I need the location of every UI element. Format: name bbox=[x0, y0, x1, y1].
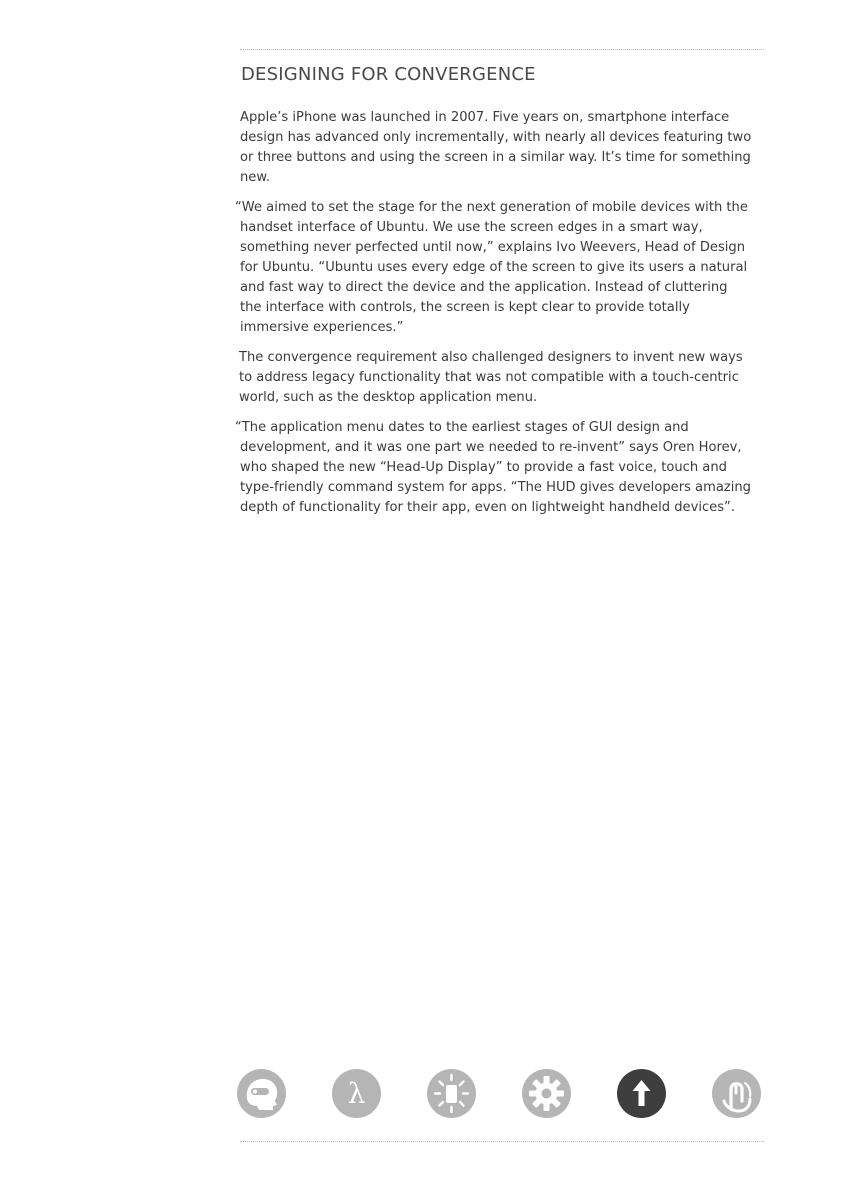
article-body bbox=[232, 108, 752, 528]
paragraph: “The application menu dates to the earliest stages of GUI design and development, and it was one part we needed to re-invent” says Oren Horev, who shaped the new “Head-Up Display” to provide a fast voice, touch and type-friendly command system for apps. “The HUD gives developers amazing depth of functionality for their app, even on lightweight handheld devices”. bbox=[235, 420, 751, 515]
phone-light-icon bbox=[427, 1069, 476, 1118]
page-title: DESIGNING FOR CONVERGENCE bbox=[241, 64, 536, 85]
gear-icon bbox=[522, 1069, 571, 1118]
top-divider bbox=[240, 49, 764, 50]
footer-icon-row bbox=[237, 1069, 761, 1119]
lambda-icon bbox=[332, 1069, 381, 1118]
paragraph: The convergence requirement also challenged designers to invent new ways to address legacy functionality that was not compatible with a touch-centric world, such as the desktop application menu. bbox=[239, 350, 743, 405]
bottom-divider bbox=[240, 1141, 764, 1142]
svg-text:λ: λ bbox=[347, 1077, 366, 1110]
paragraph: “We aimed to set the stage for the next generation of mobile devices with the handset interface of Ubuntu. We use the screen edges in a smart way, something never perfected until now,” explains Ivo Weevers, Head of Design for Ubuntu. “Ubuntu uses every edge of the screen to give its users a natural and fast way to direct the device and the application. Instead of cluttering the interface with controls, the screen is kept clear to provide totally immersive experiences.” bbox=[235, 200, 748, 335]
head-profile-icon bbox=[237, 1069, 286, 1118]
hand-touch-icon bbox=[712, 1069, 761, 1118]
arrow-up-icon bbox=[617, 1069, 666, 1118]
paragraph: Apple’s iPhone was launched in 2007. Five years on, smartphone interface design has advanced only incrementally, with nearly all devices featuring two or three buttons and using the screen in a similar way. It’s time for something new. bbox=[240, 110, 752, 185]
